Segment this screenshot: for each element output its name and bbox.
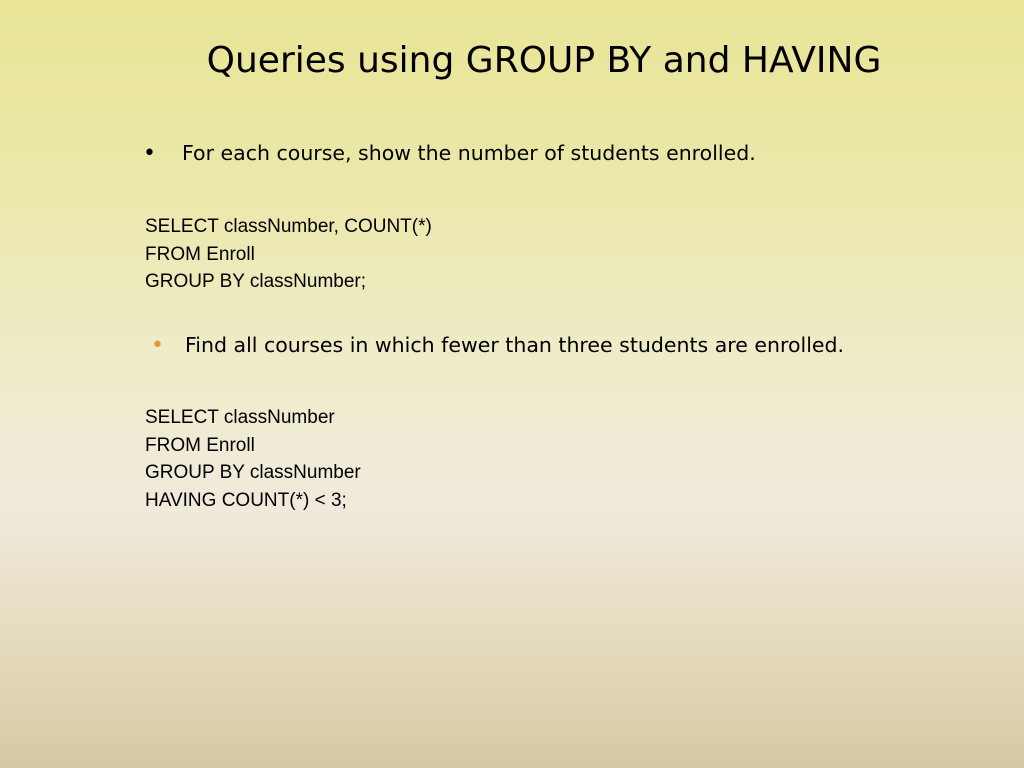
code-line: FROM Enroll (145, 243, 255, 265)
sql-code-block-1 (145, 213, 432, 296)
code-line: SELECT classNumber (145, 407, 335, 428)
bullet-text-1: For each course, show the number of students enrolled. (182, 141, 756, 165)
sql-code-block-2 (145, 404, 361, 514)
bullet-text-2: Find all courses in which fewer than three students are enrolled. (185, 333, 845, 357)
code-line: GROUP BY classNumber (145, 462, 361, 483)
bullet-icon: • (151, 333, 164, 358)
code-line: HAVING COUNT(*) < 3; (145, 489, 347, 511)
bullet-icon: • (143, 141, 156, 166)
code-line: GROUP BY classNumber; (145, 271, 367, 292)
slide-title: Queries using GROUP BY and HAVING (206, 40, 882, 81)
code-line: FROM Enroll (145, 434, 255, 456)
code-line: SELECT classNumber, COUNT(*) (145, 216, 432, 237)
